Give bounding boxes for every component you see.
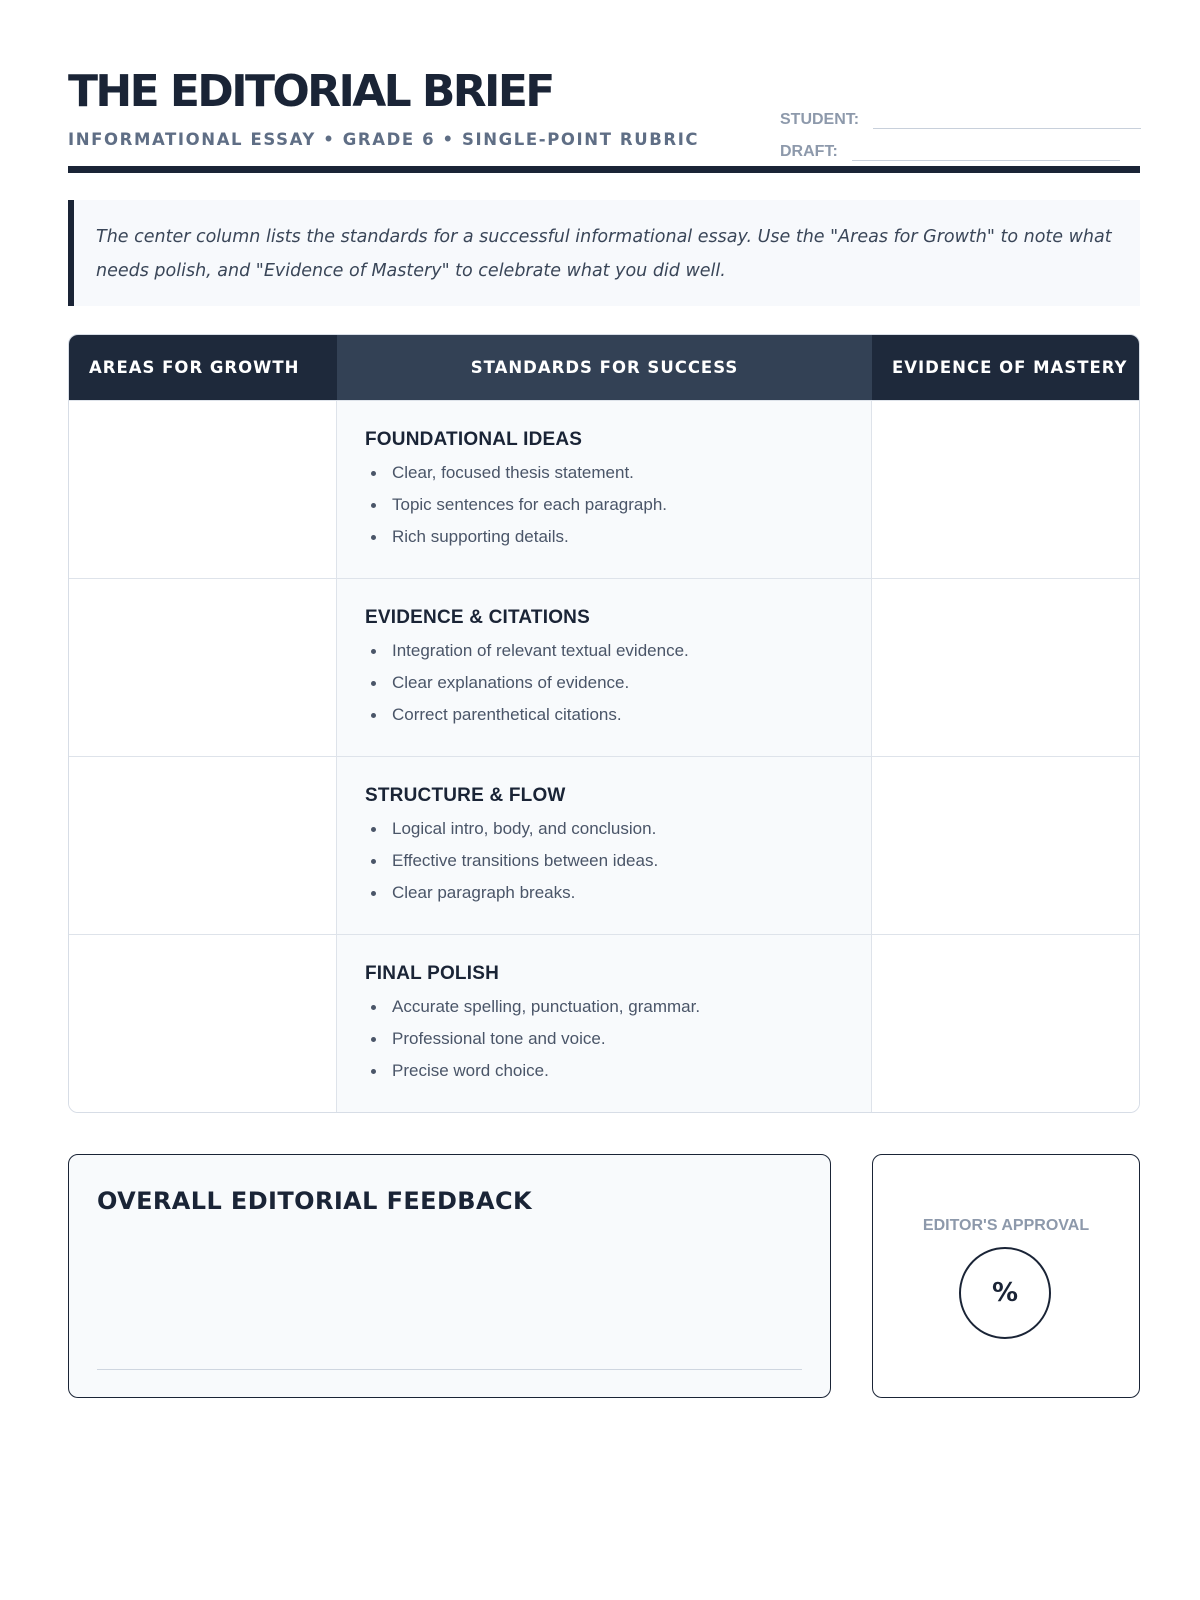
mastery-notes-cell[interactable] [872, 579, 1139, 756]
list-item: Integration of relevant textual evidence. [365, 635, 871, 667]
list-item: Clear explanations of evidence. [365, 667, 871, 699]
header-divider [68, 166, 1140, 173]
student-label: STUDENT: [780, 111, 860, 128]
standard-criteria-list [365, 457, 871, 553]
standard-cell [337, 935, 872, 1112]
standard-title: STRUCTURE & FLOW [365, 785, 566, 806]
draft-field[interactable] [852, 141, 1120, 161]
draft-row [780, 129, 1140, 161]
list-item: Clear paragraph breaks. [365, 877, 871, 909]
mastery-notes-cell[interactable] [872, 757, 1139, 934]
growth-notes-cell[interactable] [69, 401, 337, 578]
mastery-notes-cell[interactable] [872, 935, 1139, 1112]
list-item: Topic sentences for each paragraph. [365, 489, 871, 521]
editor-approval-box [872, 1154, 1140, 1398]
feedback-writing-line[interactable] [97, 1369, 802, 1370]
table-row [69, 578, 1139, 756]
list-item: Clear, focused thesis statement. [365, 457, 871, 489]
table-row [69, 400, 1139, 578]
standard-title: FINAL POLISH [365, 963, 499, 984]
percent-symbol: % [991, 1278, 1019, 1308]
mastery-notes-cell[interactable] [872, 401, 1139, 578]
standard-criteria-list [365, 813, 871, 909]
rubric-page [68, 0, 1140, 1308]
instructions-text: The center column lists the standards for a successful informational essay. Use the "Areas for Growth" to note what needs polish, and "Evidence of Mastery" to celebrate what you did well. [96, 227, 1112, 281]
list-item: Professional tone and voice. [365, 1023, 871, 1055]
student-row [780, 97, 1140, 129]
list-item: Rich supporting details. [365, 521, 871, 553]
instructions-callout [68, 200, 1140, 306]
column-header-evidence-of-mastery: EVIDENCE OF MASTERY [872, 335, 1139, 400]
approval-label: EDITOR'S APPROVAL [922, 1217, 1090, 1234]
student-info [780, 97, 1140, 161]
table-row [69, 756, 1139, 934]
overall-feedback-box [68, 1154, 831, 1398]
list-item: Logical intro, body, and conclusion. [365, 813, 871, 845]
column-header-standards: STANDARDS FOR SUCCESS [337, 335, 872, 400]
growth-notes-cell[interactable] [69, 757, 337, 934]
rubric-header-row [69, 335, 1139, 400]
draft-label: DRAFT: [780, 143, 838, 160]
rubric-table [68, 334, 1140, 1113]
student-name-field[interactable] [873, 109, 1141, 129]
list-item: Accurate spelling, punctuation, grammar. [365, 991, 871, 1023]
score-circle[interactable] [959, 1247, 1051, 1339]
list-item: Precise word choice. [365, 1055, 871, 1087]
standard-title: EVIDENCE & CITATIONS [365, 607, 590, 628]
table-row [69, 934, 1139, 1112]
list-item: Effective transitions between ideas. [365, 845, 871, 877]
standard-criteria-list [365, 991, 871, 1087]
growth-notes-cell[interactable] [69, 935, 337, 1112]
page-title: THE EDITORIAL BRIEF [68, 66, 553, 117]
standard-criteria-list [365, 635, 871, 731]
page-header [68, 0, 1140, 174]
standard-cell [337, 579, 872, 756]
standard-cell [337, 401, 872, 578]
growth-notes-cell[interactable] [69, 579, 337, 756]
list-item: Correct parenthetical citations. [365, 699, 871, 731]
standard-cell [337, 757, 872, 934]
standard-title: FOUNDATIONAL IDEAS [365, 429, 583, 450]
column-header-areas-for-growth: AREAS FOR GROWTH [69, 335, 337, 400]
page-subtitle: INFORMATIONAL ESSAY • GRADE 6 • SINGLE-POINT RUBRIC [68, 130, 700, 149]
feedback-title: OVERALL EDITORIAL FEEDBACK [97, 1187, 532, 1215]
